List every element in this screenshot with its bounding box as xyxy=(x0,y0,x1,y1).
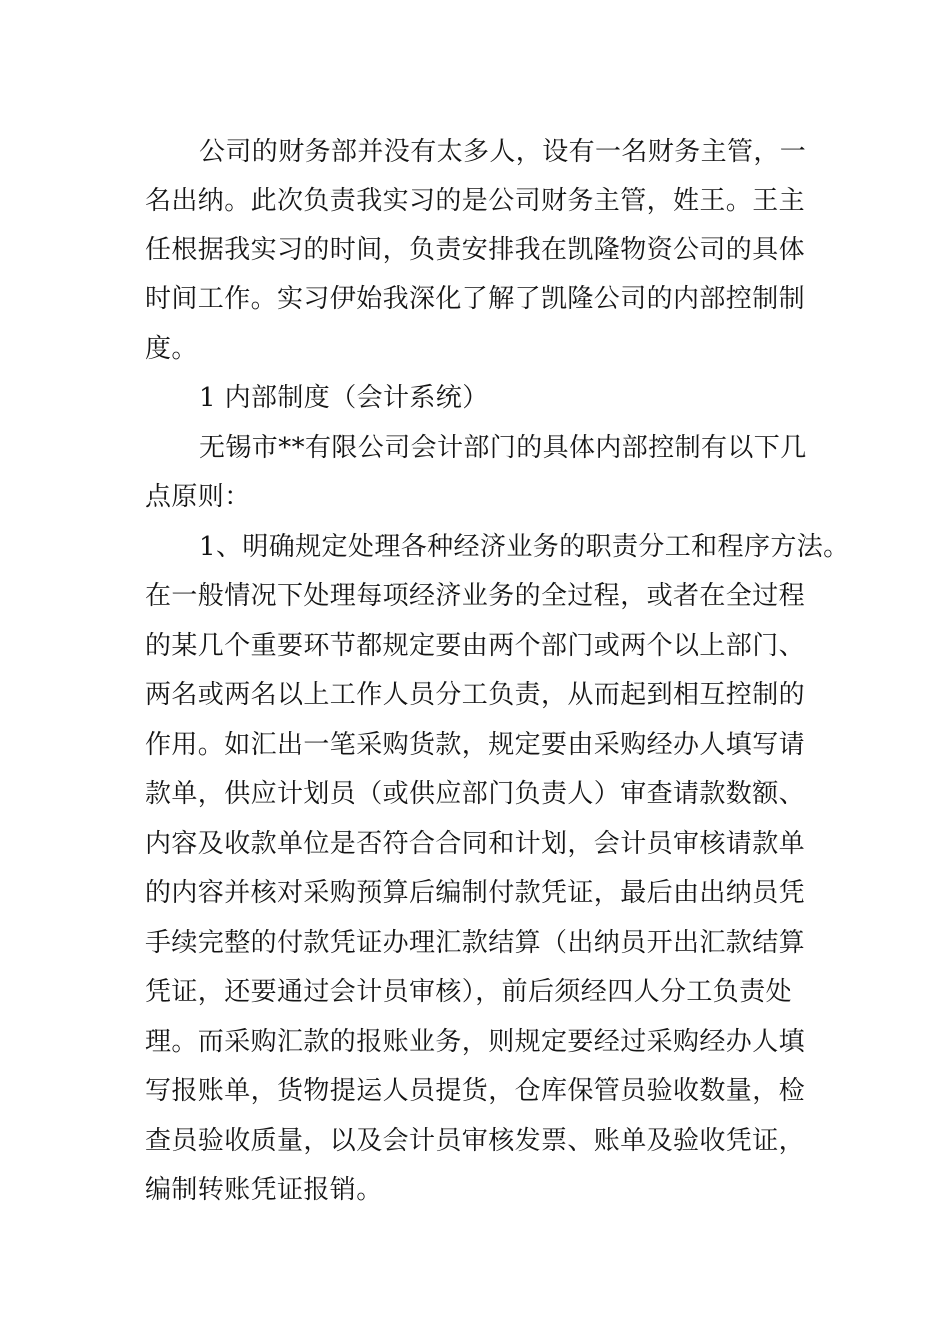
paragraph-line: 款单，供应计划员（或供应部门负责人）审查请款数额、 xyxy=(145,779,806,809)
paragraph-line: 名出纳。此次负责我实习的是公司财务主管，姓王。王主 xyxy=(145,186,806,216)
paragraph-line: 内容及收款单位是否符合合同和计划，会计员审核请款单 xyxy=(145,829,806,859)
paragraph-line: 写报账单，货物提运人员提货，仓库保管员验收数量，检 xyxy=(145,1076,806,1106)
paragraph-line: 凭证，还要通过会计员审核），前后须经四人分工负责处 xyxy=(145,977,793,1007)
paragraph-line: 作用。如汇出一笔采购货款，规定要由采购经办人填写请 xyxy=(145,730,806,760)
paragraph-line: 理。而采购汇款的报账业务，则规定要经过采购经办人填 xyxy=(145,1027,806,1057)
paragraph-line: 的内容并核对采购预算后编制付款凭证，最后由出纳员凭 xyxy=(145,878,806,908)
paragraph-line: 时间工作。实习伊始我深化了解了凯隆公司的内部控制制 xyxy=(145,284,806,314)
paragraph-line: 任根据我实习的时间，负责安排我在凯隆物资公司的具体 xyxy=(145,235,806,265)
paragraph-line: 两名或两名以上工作人员分工负责，从而起到相互控制的 xyxy=(145,680,806,710)
paragraph-line: 无锡市**有限公司会计部门的具体内部控制有以下几 xyxy=(199,433,807,463)
paragraph-line: 查员验收质量，以及会计员审核发票、账单及验收凭证， xyxy=(145,1126,806,1156)
paragraph-line: 编制转账凭证报销。 xyxy=(145,1175,383,1205)
paragraph-line: 度。 xyxy=(145,334,198,364)
paragraph-line: 手续完整的付款凭证办理汇款结算（出纳员开出汇款结算 xyxy=(145,928,806,958)
section-heading: 1 内部制度（会计系统） xyxy=(199,383,489,413)
paragraph-line: 1、明确规定处理各种经济业务的职责分工和程序方法。 xyxy=(199,532,850,562)
paragraph-line: 公司的财务部并没有太多人，设有一名财务主管，一 xyxy=(199,137,807,167)
paragraph-line: 在一般情况下处理每项经济业务的全过程，或者在全过程 xyxy=(145,581,806,611)
paragraph-line: 点原则： xyxy=(145,482,251,512)
paragraph-line: 的某几个重要环节都规定要由两个部门或两个以上部门、 xyxy=(145,631,806,661)
